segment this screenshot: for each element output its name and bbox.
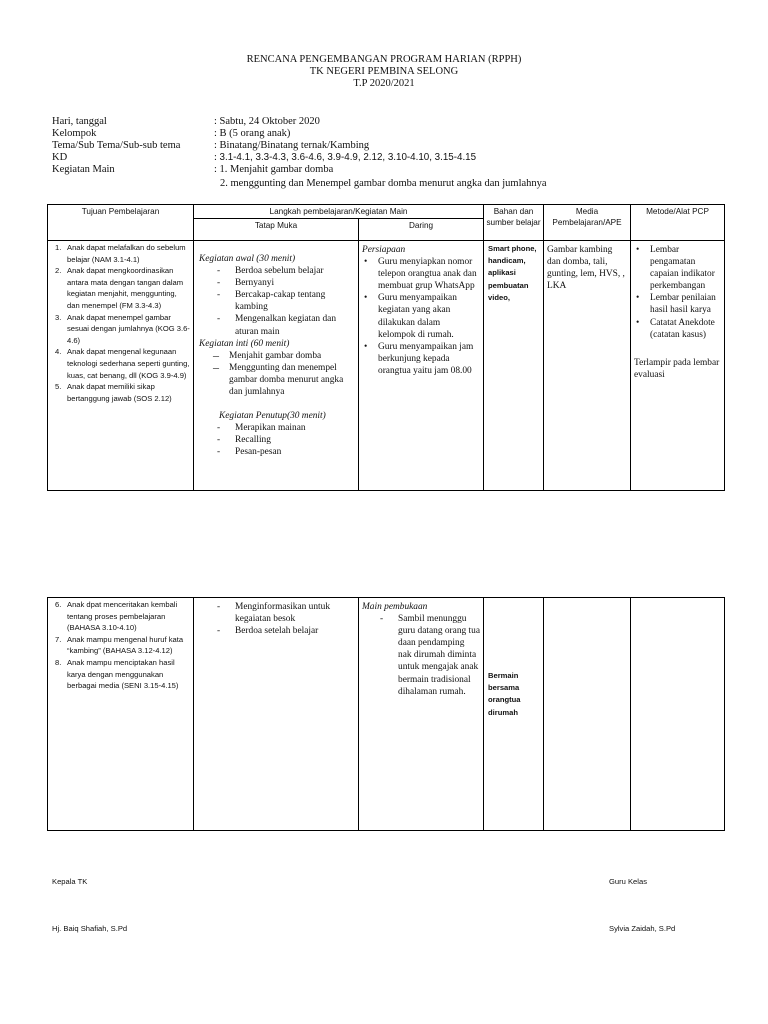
metode-text: Catatat Anekdote (catatan kasus) [650,317,715,340]
tatap-muka-cell-2 [194,598,359,831]
long-dash-marker: – [213,359,219,374]
daring-text: Guru menyampaikan kegiatan yang akan dilakukan dalam kelompok di rumah. [378,293,457,340]
dash-marker: - [217,314,221,325]
activity-item [197,422,355,434]
objective-item [51,599,190,634]
objective-number: 6. [55,600,62,609]
persiapan-list [362,256,480,377]
tatap-muka-list-2 [197,601,355,637]
rpph-table-2 [47,597,725,831]
activity-text: Bernyanyi [235,278,275,289]
bullet-marker: • [364,257,368,268]
objective-item [51,657,190,692]
bullet-marker: • [364,293,368,304]
objectives-list-2 [51,599,190,692]
activity-text: Merapikan mainan [235,423,306,434]
media-cell: Gambar kambing dan domba, tali, gunting, lem, HVS, , LKA [544,241,631,491]
activity-item [197,434,355,446]
objective-number: 4. [55,347,62,357]
objective-number: 3. [55,312,62,322]
kegiatan-inti-list [197,347,355,398]
objective-text: Anak dapat mengkoordinasikan antara mata dengan tangan dalam kegiatan menjahit, menggunting, dan menempel (FM 3.3-4.3) [67,266,184,310]
kegiatan-penutup-list [197,422,355,458]
document-title: RENCANA PENGEMBANGAN PROGRAM HARIAN (RPPH) [246,54,522,65]
kegiatan-awal-list [197,265,355,338]
metode-list [634,244,721,341]
objective-number: 7. [55,634,62,644]
activity-text: Menginformasikan untuk kegaiatan besok [235,602,331,625]
objective-item [51,346,190,381]
activity-text: Recalling [235,435,271,446]
daring-text: Guru menyampaikan jam berkunjung kepada orangtua yaitu jam 08.00 [378,341,474,376]
activity-item [197,347,355,362]
bahan-cell-2: Bermain bersama orangtua dirumah [484,598,544,831]
main-pembukaan-list [362,613,480,698]
header-metode: Metode/Alat PCP [631,205,725,241]
dash-marker: - [217,290,221,301]
objectives-cell-2 [48,598,194,831]
kd-codes: 3.1-4.1, 3.3-4.3, 3.6-4.6, 3.9-4.9, 2.12, 3.10-4.10, 3.15-4.15 [219,152,477,163]
header-media: Media Pembelajaran/APE [544,205,631,241]
daring-item [362,256,480,292]
objective-text: Anak dapat melafalkan do sebelum belajar (NAM 3.1-4.1) [67,243,186,264]
metode-cell [631,241,725,491]
objective-number: 2. [55,266,62,276]
kelompok-value: : B (5 orang anak) [214,128,291,139]
objective-text: Anak dapat mengenal kegunaan teknologi sederhana seperti gunting, kuas, cat benang, dll (KOG 3.9-4.9) [67,347,190,380]
activity-item [197,313,355,337]
metode-text: Lembar pengamatan capaian indikator perkembangan [650,245,715,292]
school-year: T.P 2020/2021 [353,78,415,89]
header-daring: Daring [359,219,484,241]
objective-number: 5. [55,382,62,392]
kegiatan-label: Kegiatan Main [52,164,115,175]
daring-item [362,613,480,698]
activity-item [197,289,355,313]
kepala-tk-title: Kepala TK [52,877,88,886]
kegiatan-awal-title: Kegiatan awal (30 menit) [199,254,296,264]
activity-item [197,359,355,398]
objective-item [51,265,190,311]
persiapan-title: Persiapaan [362,245,406,255]
daring-text: Sambil menunggu guru datang orang tua daan pendamping nak dirumah diminta untuk mengajak anak bermain tradisional dihalaman rumah. [398,614,481,697]
dash-marker: - [380,614,384,625]
activity-text: Berdoa sebelum belajar [235,266,324,277]
activity-text: Berdoa setelah belajar [235,626,319,637]
dash-marker: - [217,278,221,289]
metode-item [634,244,721,292]
dash-marker: - [217,266,221,277]
activity-text: Menggunting dan menempel gambar domba menurut angka dan jumlahnya [229,362,344,398]
objectives-list [51,242,190,404]
activity-text: Pesan-pesan [235,447,282,458]
daring-item [362,292,480,340]
guru-kelas-title: Guru Kelas [609,877,647,886]
kd-colon: : [214,152,220,163]
kd-label: KD [52,152,68,163]
objective-item [51,381,190,404]
daring-cell [359,241,484,491]
bullet-marker: • [636,293,640,304]
metode-item [634,292,721,316]
daring-cell-2 [359,598,484,831]
metode-cell-2 [631,598,725,831]
activity-item [197,277,355,289]
kegiatan-value-2: 2. menggunting dan Menempel gambar domba menurut angka dan jumlahnya [220,178,547,189]
kepala-tk-name: Hj. Baiq Shafiah, S.Pd [52,924,128,933]
header-tujuan: Tujuan Pembelajaran [48,205,194,241]
activity-text: Menjahit gambar domba [229,350,322,361]
kd-value [214,152,476,164]
header-bahan: Bahan dan sumber belajar [484,205,544,241]
objective-text: Anak mampu mengenal huruf kata “kambing” (BAHASA 3.12-4.12) [67,634,184,656]
objectives-cell [48,241,194,491]
objective-text: Anak dapat memiliki sikap bertanggung jawab (SOS 2.12) [67,382,172,403]
activity-item [197,625,355,637]
activity-item [197,265,355,277]
objective-item [51,242,190,265]
daring-text: Guru menyiapkan nomor telepon orangtua anak dan membuat grup WhatsApp [378,257,477,292]
activity-text: Bercakap-cakap tentang kambing [235,290,326,313]
bullet-marker: • [364,341,368,352]
kelompok-label: Kelompok [52,128,97,139]
header-tatap-muka: Tatap Muka [194,219,359,241]
dash-marker: - [217,626,221,637]
tatap-muka-cell [194,241,359,491]
activity-text: Mengenalkan kegiatan dan aturan main [235,314,337,337]
hari-label: Hari, tanggal [52,116,107,127]
activity-item [197,601,355,625]
objective-text: Anak dapat menempel gambar sesuai dengan jumlahnya (KOG 3.6-4.6) [67,312,190,345]
guru-kelas-name: Sylvia Zaidah, S.Pd [609,924,676,933]
media-cell-2 [544,598,631,831]
objective-text: Anak mampu menciptakan hasil karya dengan menggunakan berbagai media (SENI 3.15-4.15) [67,657,179,691]
kegiatan-value-1: : 1. Menjahit gambar domba [214,164,334,175]
tema-value: : Binatang/Binatang ternak/Kambing [214,140,370,151]
long-dash-marker: – [213,347,219,362]
objective-number: 8. [55,657,62,667]
main-pembukaan-title: Main pembukaan [362,602,428,612]
dash-marker: - [217,435,221,446]
tema-label: Tema/Sub Tema/Sub-sub tema [52,140,181,151]
dash-marker: - [217,447,221,458]
dash-marker: - [217,602,221,612]
objective-item [51,634,190,657]
bullet-marker: • [636,245,640,255]
metode-note: Terlampir pada lembar evaluasi [634,357,720,380]
bahan-cell: Smart phone, handicam, aplikasi pembuatan video, [484,241,544,491]
activity-item [197,446,355,458]
objective-text: Anak dpat menceritakan kembali tentang proses pembelajaran (BAHASA 3.10-4.10) [67,600,178,633]
daring-item [362,341,480,377]
rpph-table-1 [47,204,725,491]
header-langkah: Langkah pembelajaran/Kegiatan Main [194,205,484,219]
metode-item [634,317,721,341]
hari-value: : Sabtu, 24 Oktober 2020 [214,116,320,127]
bullet-marker: • [636,317,640,328]
dash-marker: - [217,423,221,434]
objective-number: 1. [55,243,62,252]
objective-item [51,312,190,347]
school-name: TK NEGERI PEMBINA SELONG [309,66,459,77]
metode-text: Lembar penilaian hasil hasil karya [650,293,716,316]
kegiatan-inti-title: Kegiatan inti (60 menit) [199,338,290,349]
kegiatan-penutup-title: Kegiatan Penutup(30 menit) [219,411,326,422]
